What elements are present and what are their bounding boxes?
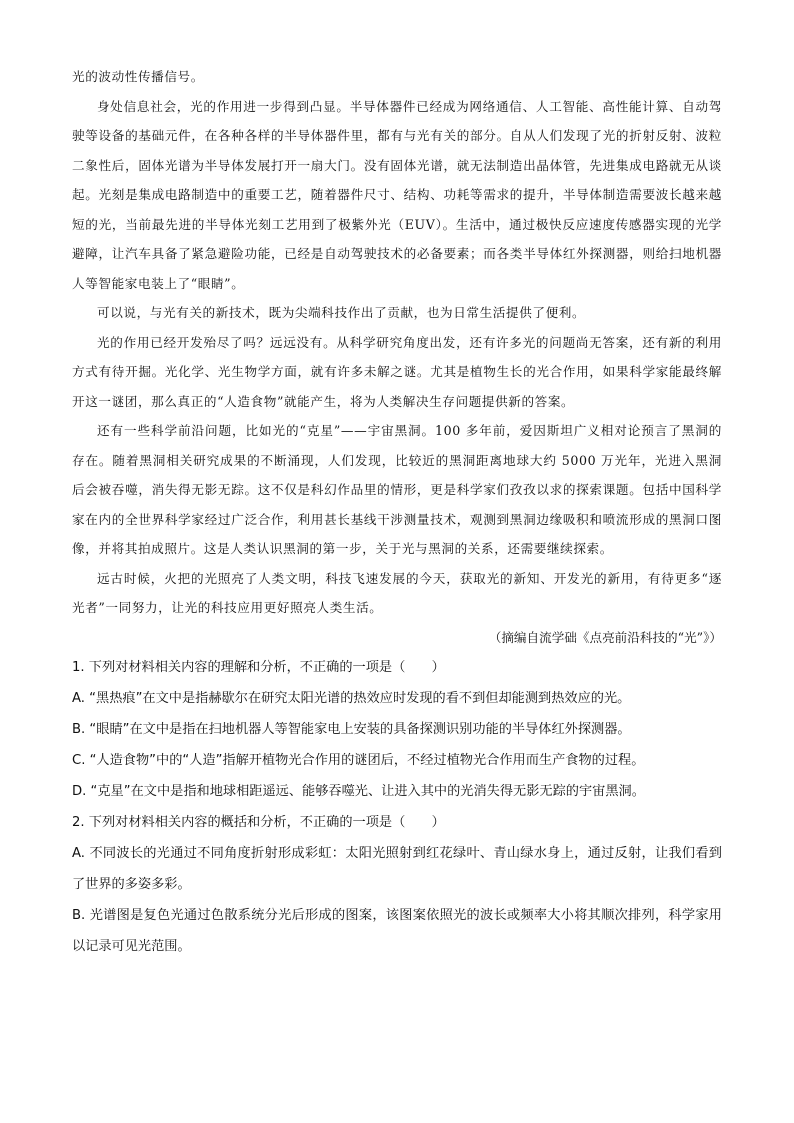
question-1-option-d: D. “克星”在文中是指和地球相距遥远、能够吞噬光、让进入其中的光消失得无影无踪的宇宙黑洞。: [72, 784, 645, 799]
question-1-stem: 1. 下列对材料相关内容的理解和分析，不正确的一项是（ ）: [72, 660, 445, 675]
question-1-option-a: A. “黑热痕”在文中是指赫歇尔在研究太阳光谱的热效应时发现的看不到但却能测到热效应的光。: [72, 691, 631, 706]
question-1-option-c: C. “人造食物”中的“人造”指解开植物光合作用的谜团后，不经过植物光合作用而生产食物的过程。: [72, 753, 645, 768]
article-paragraph-2: 可以说，与光有关的新技术，既为尖端科技作出了贡献，也为日常生活提供了便利。: [97, 305, 586, 320]
question-2-option-a: A. 不同波长的光通过不同角度折射形成彩虹：太阳光照射到红花绿叶、青山绿水身上，通过反射，让我们看到了世界的多姿多彩。: [72, 846, 722, 892]
question-2-stem: 2. 下列对材料相关内容的概括和分析，不正确的一项是（ ）: [72, 815, 445, 830]
article-paragraph-0: 光的波动性传播信号。: [72, 69, 204, 84]
document-page: [72, 62, 722, 962]
question-2-option-b: B. 光谱图是复色光通过色散系统分光后形成的图案，该图案依照光的波长或频率大小将其顺次排列，科学家用以记录可见光范围。: [72, 908, 722, 954]
article-paragraph-1: 身处信息社会，光的作用进一步得到凸显。半导体器件已经成为网络通信、人工智能、高性能计算、自动驾驶等设备的基础元件，在各种各样的半导体器件里，都有与光有关的部分。自从人们发现了光的折射反射、波粒二象性后，固体光谱为半导体发展打开一扇大门。没有固体光谱，就无法制造出晶体管，先进集成电路就无从谈起。光刻是集成电路制造中的重要工艺，随着器件尺寸、结构、功耗等需求的提升，半导体制造需要波长越来越短的光，当前最先进的半导体光刻工艺用到了极紫外光（EUV）。生活中，通过极快反应速度传感器实现的光学避障，让汽车具备了紧急避险功能，已经是自动驾驶技术的必备要素；而各类半导体红外探测器，则给扫地机器人等智能家电装上了“眼睛”。: [72, 98, 722, 291]
article-paragraph-4: 还有一些科学前沿问题，比如光的“克星”——宇宙黑洞。100 多年前，爱因斯坦广义相对论预言了黑洞的存在。随着黑洞相关研究成果的不断涌现，人们发现，比较近的黑洞距离地球大约 5000 万光年，光进入黑洞后会被吞噬，消失得无影无踪。这不仅是科幻作品里的情形，更是科学家们孜孜以求的探索课题。包括中国科学家在内的全世界科学家经过广泛合作，利用甚长基线干涉测量技术，观测到黑洞边缘吸积和喷流形成的黑洞口图像，并将其拍成照片。这是人类认识黑洞的第一步，关于光与黑洞的关系，还需要继续探索。: [72, 423, 722, 556]
question-1-option-b: B. “眼睛”在文中是指在扫地机器人等智能家电上安装的具备探测识别功能的半导体红外探测器。: [72, 722, 631, 737]
article-source: （摘编自流学础《点亮前沿科技的“光”》）: [488, 629, 722, 645]
article-paragraph-5: 远古时候，火把的光照亮了人类文明，科技飞速发展的今天，获取光的新知、开发光的新用，有待更多“逐光者”一同努力，让光的科技应用更好照亮人类生活。: [72, 570, 722, 615]
article-paragraph-3: 光的作用已经开发殆尽了吗？远远没有。从科学研究角度出发，还有许多光的问题尚无答案，还有新的利用方式有待开掘。光化学、光生物学方面，就有许多未解之谜。尤其是植物生长的光合作用，如果科学家能最终解开这一谜团，那么真正的“人造食物”就能产生，将为人类解决生存问题提供新的答案。: [72, 334, 722, 409]
